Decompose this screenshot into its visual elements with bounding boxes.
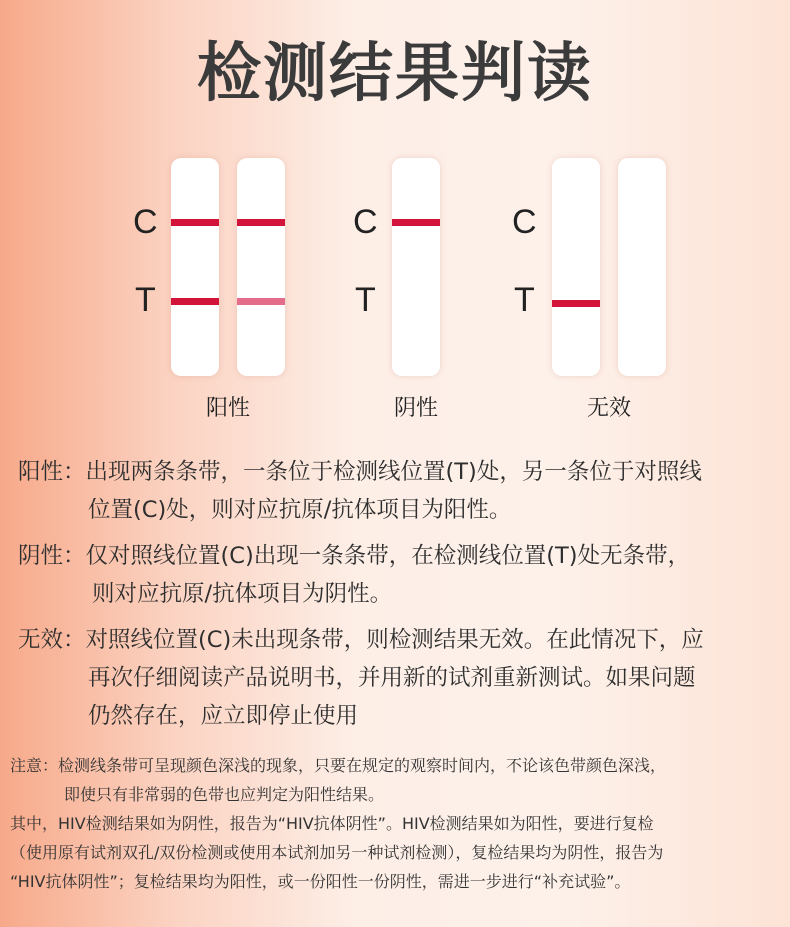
result-text: 再次仔细阅读产品说明书，并用新的试剂重新测试。如果问题 [88,665,696,691]
caption-invalid: 无效 [587,396,632,421]
result-text: 位置(C)处，则对应抗原/抗体项目为阳性。 [88,497,512,523]
result-text: 出现两条条带，一条位于检测线位置(T)处，另一条位于对照线 [85,459,702,485]
result-label: 阴性： [18,543,86,569]
note-line: 其中，HIV检测结果如为阴性，报告为“HIV抗体阴性”。HIV检测结果如为阳性，要进行复检 [10,814,654,833]
test-strip [392,158,440,376]
test-band [171,298,219,305]
result-text: 仍然存在，应立即停止使用 [88,703,359,729]
result-invalid [18,621,758,735]
control-band [237,219,285,226]
note-line: 即使只有非常弱的色带也应判定为阳性结果。 [64,785,385,804]
result-label: 阳性： [18,459,86,485]
test-strip [171,158,219,376]
test-strip [237,158,285,376]
note-line: （使用原有试剂双孔/双份检测或使用本试剂加另一种试剂检测），复检结果均为阴性，报告为 [10,843,664,862]
t-label: T [355,281,376,319]
result-label: 无效： [18,627,86,653]
note-line: “HIV抗体阴性”；复检结果均为阳性，或一份阳性一份阴性，需进一步进行“补充试验”。 [10,872,631,891]
test-strip [618,158,666,376]
result-text: 仅对照线位置(C)出现一条条带，在检测线位置(T)处无条带， [85,543,691,569]
c-label: C [512,203,537,241]
c-label: C [353,203,378,241]
result-text: 则对应抗原/抗体项目为阴性。 [92,581,393,607]
t-label: T [514,281,535,319]
test-band-faint [237,298,285,305]
test-strip [552,158,600,376]
caption-positive: 阳性 [206,396,251,421]
notes [10,751,780,896]
page-title: 检测结果判读 [197,37,593,111]
c-label: C [133,203,158,241]
test-band [552,300,600,307]
result-negative [18,537,758,613]
t-label: T [135,281,156,319]
result-text: 对照线位置(C)未出现条带，则检测结果无效。在此情况下，应 [85,627,704,653]
control-band [392,219,440,226]
result-positive [18,453,758,529]
caption-negative: 阴性 [394,396,439,421]
control-band [171,219,219,226]
note-line: 注意：检测线条带可呈现颜色深浅的现象，只要在规定的观察时间内，不论该色带颜色深浅， [10,756,667,775]
